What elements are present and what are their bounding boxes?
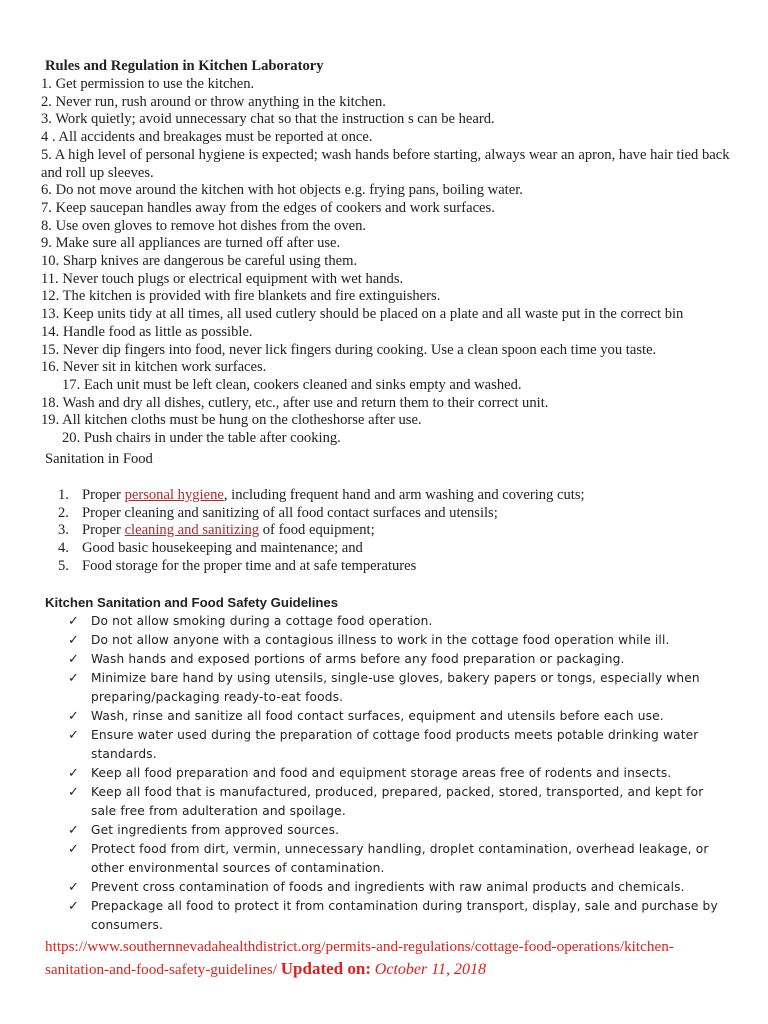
- sanitation-number: 3.: [58, 522, 69, 539]
- guideline-text: Ensure water used during the preparation of cottage food products meets potable drinking water standards.: [91, 728, 699, 761]
- rule-item: 20. Push chairs in under the table after cooking.: [62, 430, 341, 447]
- check-icon: ✓: [68, 633, 80, 648]
- rule-item: 5. A high level of personal hygiene is expected; wash hands before starting, always wear an apron, have hair tied back and roll up sleeves.: [41, 146, 730, 181]
- sanitation-text: [82, 558, 416, 576]
- guideline-item: [68, 764, 728, 783]
- guideline-item: [68, 612, 728, 631]
- guideline-text: Wash, rinse and sanitize all food contact surfaces, equipment and utensils before each use.: [91, 709, 664, 723]
- guideline-text: Wash hands and exposed portions of arms before any food preparation or packaging.: [91, 652, 625, 666]
- sanitation-text-after: , including frequent hand and arm washing and covering cuts;: [223, 487, 585, 503]
- rule-item: 17. Each unit must be left clean, cookers cleaned and sinks empty and washed.: [62, 376, 522, 393]
- rule-item: 4 . All accidents and breakages must be reported at once.: [41, 129, 373, 146]
- guideline-text: Get ingredients from approved sources.: [91, 823, 340, 837]
- sanitation-number: 2.: [58, 504, 69, 521]
- sanitation-link[interactable]: personal hygiene: [124, 487, 224, 503]
- check-icon: ✓: [68, 785, 80, 800]
- rule-item: 3. Work quietly; avoid unnecessary chat so that the instruction s can be heard.: [41, 111, 495, 128]
- guideline-text: Keep all food that is manufactured, produced, prepared, packed, stored, transported, and kept for sale free from adulteration and spoilage.: [91, 785, 704, 818]
- sanitation-text: [82, 487, 585, 505]
- rules-list: [41, 76, 741, 448]
- guideline-item: [68, 650, 728, 669]
- guideline-text: Protect food from dirt, vermin, unnecessary handling, droplet contamination, overhead leakage, or other environmental sources of contamination.: [91, 842, 709, 875]
- sanitation-text: [82, 522, 375, 540]
- sanitation-text: [82, 505, 498, 523]
- rule-item: 7. Keep saucepan handles away from the edges of cookers and work surfaces.: [41, 199, 495, 216]
- check-icon: ✓: [68, 880, 80, 895]
- sanitation-text-before: Food storage for the proper time and at safe temperatures: [82, 557, 417, 574]
- guideline-text: Do not allow anyone with a contagious illness to work in the cottage food operation while ill.: [91, 633, 670, 647]
- rule-item: 15. Never dip fingers into food, never lick fingers during cooking. Use a clean spoon each time you taste.: [41, 341, 657, 358]
- guideline-item: [68, 707, 728, 726]
- sanitation-text-before: Proper: [82, 522, 125, 539]
- guideline-item: [68, 783, 728, 821]
- check-icon: ✓: [68, 899, 80, 914]
- rule-item: 14. Handle food as little as possible.: [41, 323, 253, 340]
- guideline-text: Prepackage all food to protect it from contamination during transport, display, sale and purchase by consumers.: [91, 899, 718, 932]
- check-icon: ✓: [68, 842, 80, 857]
- source-citation: [45, 936, 735, 980]
- check-icon: ✓: [68, 709, 80, 724]
- sanitation-link[interactable]: cleaning and sanitizing: [124, 522, 260, 539]
- rule-item: 10. Sharp knives are dangerous be careful using them.: [41, 253, 358, 270]
- check-icon: ✓: [68, 766, 80, 781]
- sanitation-item: [58, 505, 748, 523]
- sanitation-text-before: Proper: [82, 487, 125, 503]
- guideline-item: [68, 726, 728, 764]
- rule-item: 11. Never touch plugs or electrical equipment with wet hands.: [41, 270, 404, 287]
- sanitation-text: [82, 540, 363, 558]
- sanitation-text-after: of food equipment;: [259, 522, 375, 539]
- guideline-item: [68, 631, 728, 650]
- guideline-text: Prevent cross contamination of foods and ingredients with raw animal products and chemicals.: [91, 880, 685, 894]
- sanitation-heading: Sanitation in Food: [45, 451, 153, 467]
- rule-item: 2. Never run, rush around or throw anything in the kitchen.: [41, 93, 386, 110]
- rule-item: 12. The kitchen is provided with fire blankets and fire extinguishers.: [41, 288, 441, 305]
- updated-date: October 11, 2018: [374, 960, 487, 978]
- sanitation-number: 5.: [58, 557, 69, 574]
- updated-label: Updated on:: [280, 958, 371, 978]
- guideline-item: [68, 669, 728, 707]
- guideline-item: [68, 840, 728, 878]
- sanitation-item: [58, 487, 748, 505]
- check-icon: ✓: [68, 614, 80, 629]
- rules-heading: Rules and Regulation in Kitchen Laboratory: [45, 58, 324, 74]
- source-url[interactable]: https://www.southernnevadahealthdistrict.org/permits-and-regulations/cottage-food-operations/kitchen-sanitation-and-food-safety-guidelines/: [45, 938, 674, 978]
- rule-item: 19. All kitchen cloths must be hung on the clotheshorse after use.: [41, 412, 422, 429]
- rule-item: 9. Make sure all appliances are turned off after use.: [41, 235, 341, 252]
- sanitation-text-before: Proper cleaning and sanitizing of all food contact surfaces and utensils;: [82, 504, 498, 521]
- check-icon: ✓: [68, 671, 80, 686]
- rule-item: 8. Use oven gloves to remove hot dishes from the oven.: [41, 217, 367, 234]
- rule-item: 6. Do not move around the kitchen with hot objects e.g. frying pans, boiling water.: [41, 182, 523, 199]
- sanitation-text-before: Good basic housekeeping and maintenance; and: [82, 540, 363, 557]
- guideline-text: Keep all food preparation and food and equipment storage areas free of rodents and insects.: [91, 766, 672, 780]
- sanitation-number: 1.: [58, 487, 69, 503]
- rule-item: 16. Never sit in kitchen work surfaces.: [41, 359, 267, 376]
- rule-item: 18. Wash and dry all dishes, cutlery, etc., after use and return them to their correct unit.: [41, 394, 549, 411]
- guideline-item: [68, 878, 728, 897]
- sanitation-item: [58, 522, 748, 540]
- sanitation-item: [58, 540, 748, 558]
- check-icon: ✓: [68, 823, 80, 838]
- guideline-item: [68, 897, 728, 935]
- check-icon: ✓: [68, 728, 80, 743]
- sanitation-item: [58, 558, 748, 576]
- sanitation-number: 4.: [58, 540, 69, 557]
- guideline-item: [68, 821, 728, 840]
- guidelines-heading: Kitchen Sanitation and Food Safety Guidelines: [45, 595, 339, 610]
- guideline-text: Minimize bare hand by using utensils, single-use gloves, bakery papers or tongs, especially when preparing/packaging ready-to-eat foods.: [91, 671, 700, 704]
- sanitation-list: [58, 487, 748, 576]
- rule-item: 1. Get permission to use the kitchen.: [41, 76, 255, 92]
- check-icon: ✓: [68, 652, 80, 667]
- rule-item: 13. Keep units tidy at all times, all used cutlery should be placed on a plate and all waste put in the correct bin: [41, 306, 684, 323]
- guideline-text: Do not allow smoking during a cottage food operation.: [91, 614, 433, 628]
- guidelines-list: [68, 612, 728, 935]
